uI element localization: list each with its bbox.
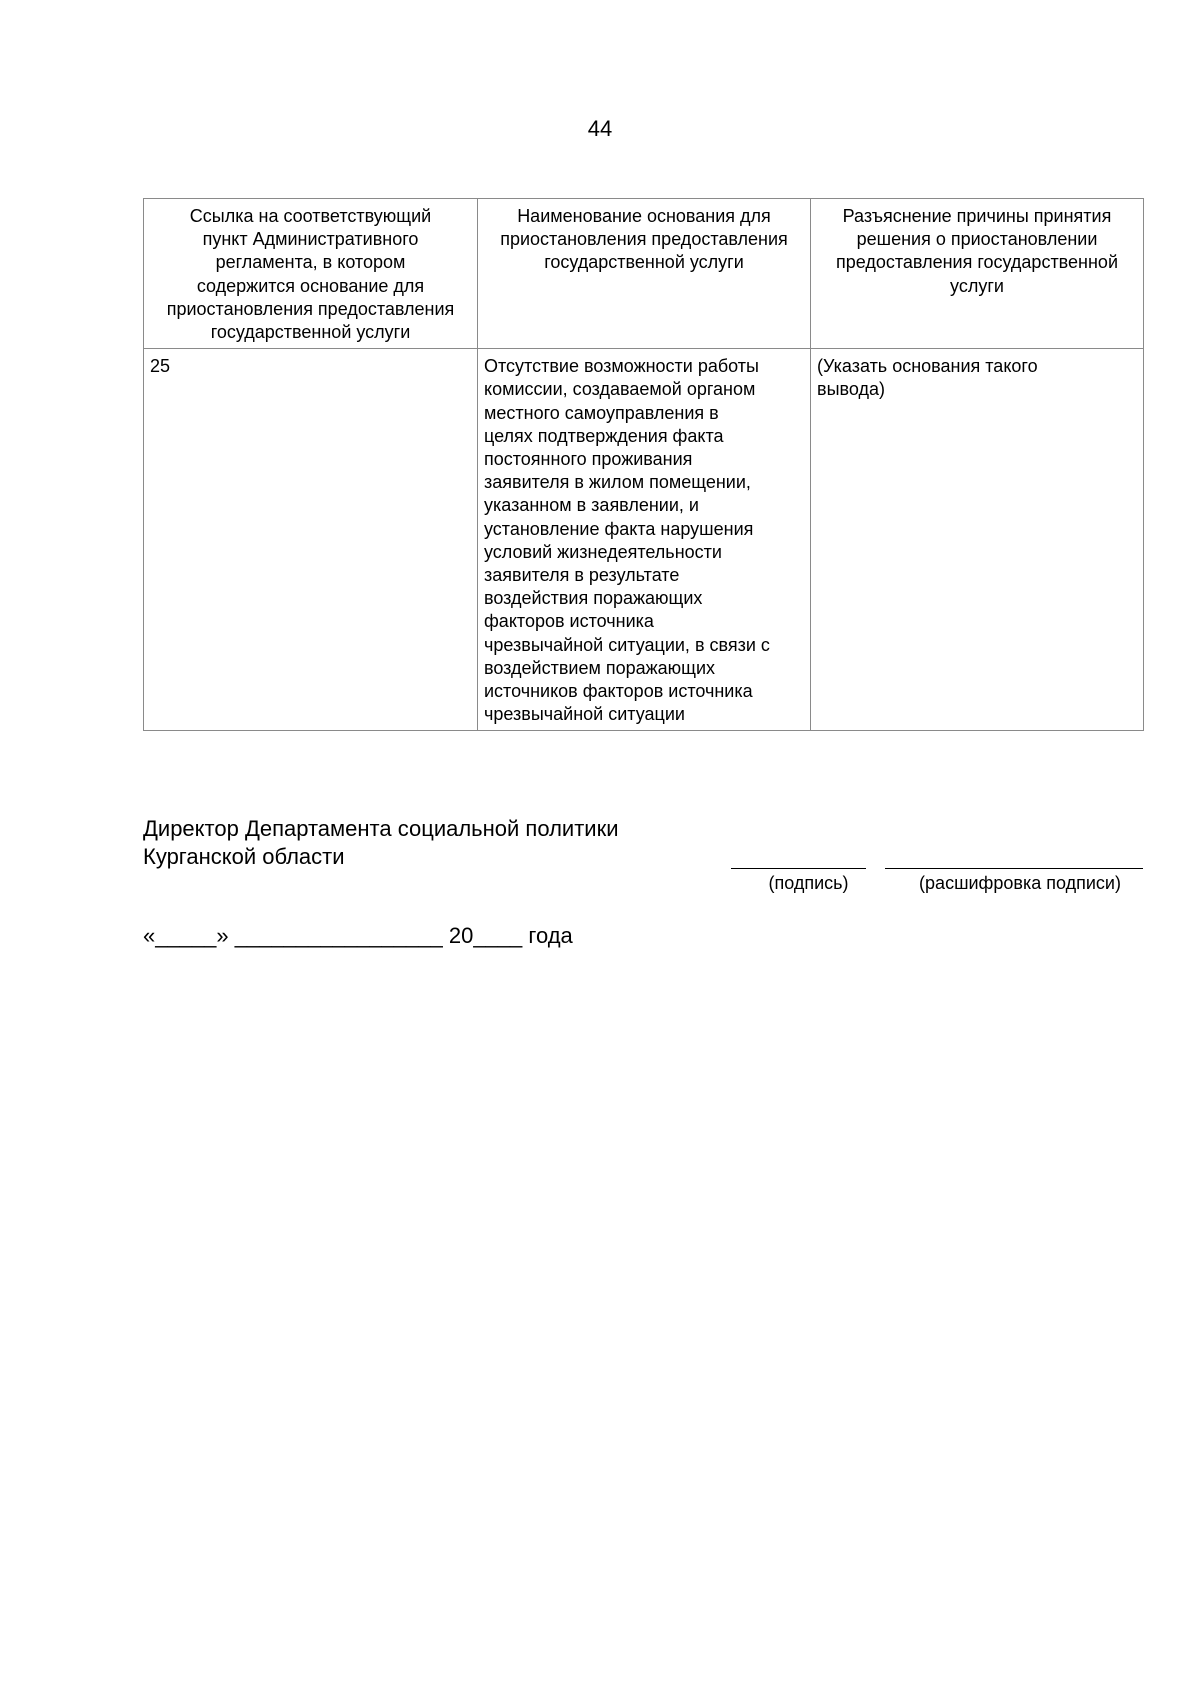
position-line-1: Директор Департамента социальной политики <box>143 816 619 841</box>
page-number: 44 <box>587 116 613 141</box>
header-explanation: Разъяснение причины принятия решения о приостановлении предоставления государственной услуги <box>811 199 1144 349</box>
signatory-position <box>143 815 619 871</box>
signature-decoding-caption: (расшифровка подписи) <box>919 873 1121 893</box>
cell-ground-name: Отсутствие возможности работы комиссии, создаваемой органом местного самоуправления в целях подтверждения факта постоянного проживания заявителя в жилом помещении, указанном в заявлении, и установление факта нарушения условий жизнедеятельности заявителя в результате воздействия поражающих факторов источника чрезвычайной ситуации, в связи с воздействием поражающих источников факторов источника чрезвычайной ситуации <box>478 349 811 731</box>
cell-explanation: (Указать основания такого вывода) <box>811 349 1144 731</box>
header-ground-name: Наименование основания для приостановления предоставления государственной услуги <box>478 199 811 349</box>
signature-caption: (подпись) <box>768 873 849 893</box>
table-header-row <box>144 199 1144 349</box>
date-line: «_____» _________________ 20____ года <box>143 923 573 948</box>
table-row <box>144 349 1144 731</box>
signature-line <box>731 868 866 869</box>
position-line-2: Курганской области <box>143 844 345 869</box>
signature-decoding-line <box>885 868 1143 869</box>
header-reference: Ссылка на соответствующий пункт Административного регламента, в котором содержится основание для приостановления предоставления государственной услуги <box>144 199 478 349</box>
cell-reference: 25 <box>144 349 478 731</box>
suspension-grounds-table <box>143 198 1144 731</box>
